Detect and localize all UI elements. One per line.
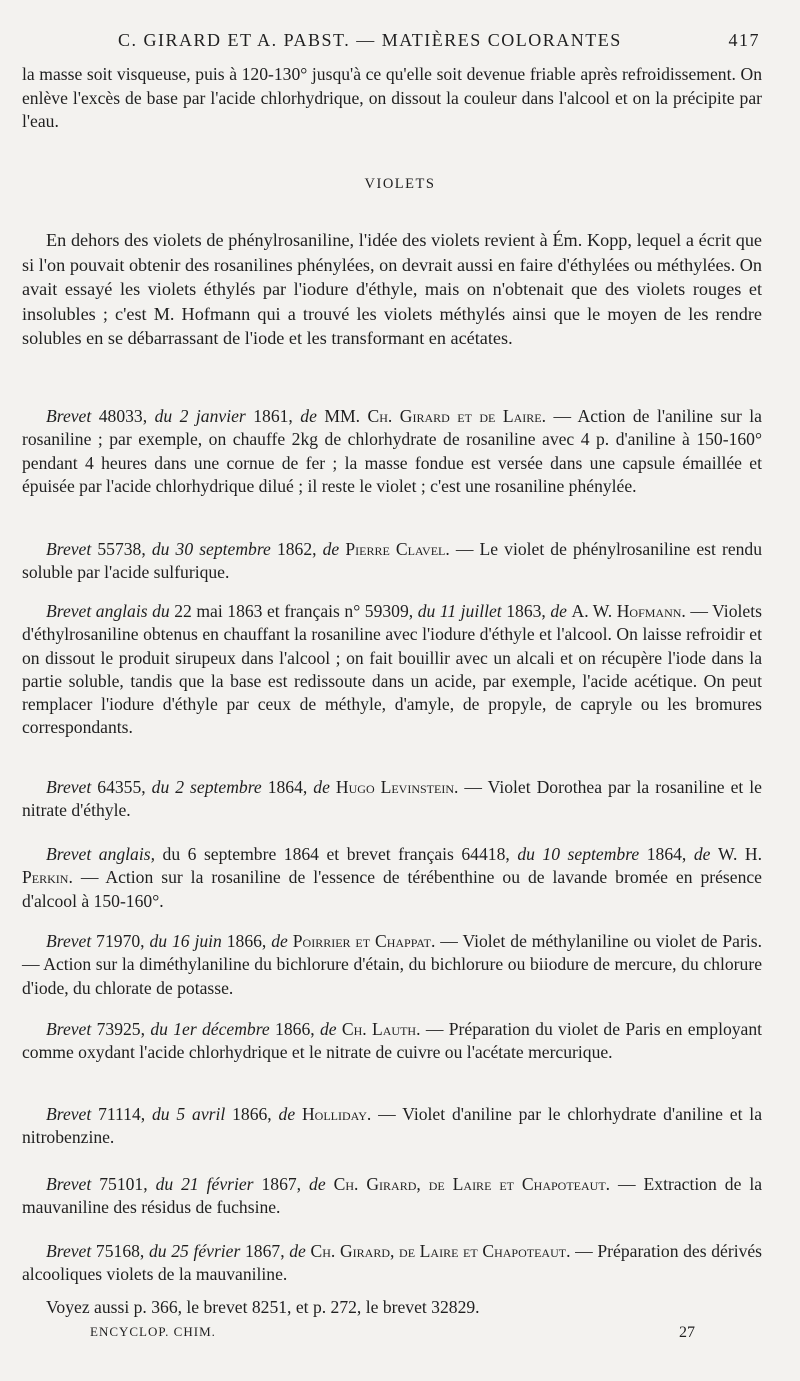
patent-year: 1861, — [253, 406, 293, 426]
patent-label: Brevet — [46, 777, 92, 797]
patent-holders: W. H. Perkin. — [22, 844, 763, 888]
closing-line: Voyez aussi p. 366, le brevet 8251, et p. 272, le brevet 32829. — [46, 1297, 480, 1317]
patent-de: de — [278, 1104, 296, 1124]
patent-description: — Préparation des dérivés alcooliques violets de la mauvaniline. — [22, 1241, 763, 1285]
patent-year: 1866, — [275, 1019, 315, 1039]
patent-date: du 5 avril — [152, 1104, 226, 1124]
patent-number: du 6 septembre 1864 et brevet français 64418, — [162, 844, 510, 864]
patent-date: du 16 juin — [149, 931, 222, 951]
patent-holders: MM. Ch. Girard et de Laire. — [324, 406, 546, 426]
patent-de: de — [313, 777, 330, 797]
patent-date: du 11 juillet — [417, 601, 502, 621]
patent-year: 1867, — [261, 1174, 302, 1194]
patent-label: Brevet — [46, 931, 92, 951]
patent-label: Brevet — [46, 1241, 92, 1261]
patent-number: 64355, — [97, 777, 146, 797]
patent-description: — Extraction de la mauvaniline des résidus de fuchsine. — [22, 1174, 763, 1218]
footer-signature: ENCYCLOP. CHIM. — [90, 1324, 216, 1339]
patent-year: 1864, — [267, 777, 308, 797]
patent-date: du 21 février — [155, 1174, 254, 1194]
patent-date: du 30 septembre — [151, 539, 271, 559]
patent-label: Brevet anglais du — [46, 601, 170, 621]
patent-number: 73925, — [96, 1019, 145, 1039]
patent-entry — [22, 843, 762, 913]
patent-holders: Holliday. — [301, 1104, 372, 1124]
patent-de: de — [289, 1241, 306, 1261]
patent-entry — [22, 776, 762, 823]
patent-entry — [22, 930, 762, 1000]
patent-year: 1864, — [646, 844, 687, 864]
patent-year: 1866, — [232, 1104, 272, 1124]
patent-date: du 2 septembre — [151, 777, 262, 797]
patent-entry — [22, 1103, 762, 1150]
patent-de: de — [271, 931, 288, 951]
patent-de: de — [322, 539, 340, 559]
patent-year: 1863, — [506, 601, 546, 621]
section-paragraph: En dehors des violets de phénylrosaniline, l'idée des violets revient à Ém. Kopp, lequel a écrit que si l'on pouvait obtenir des rosanilines phénylées, on devrait aussi en faire d'éthylées ou méthylées. On avait essayé les violets éthylés par l'iodure d'éthyle, mais on n'obtenait que des violets rouges et insolubles ; c'est M. Hofmann qui a trouvé les violets méthylés ainsi que le moyen de les rendre solubles en se débarrassant de l'iode et les transformant en acétates. — [22, 230, 762, 349]
patent-description: — Action de l'aniline sur la rosaniline ; par exemple, on chauffe 2kg de chlorhydrate de rosaniline avec 4 p. d'aniline à 150-160° pendant 4 heures dans une cornue de fer ; la masse fondue est versée dans une capsule émaillée et épuisée par l'acide chlorhydrique dilué ; il reste le violet ; c'est une rosaniline phénylée. — [22, 406, 762, 496]
patent-number: 75101, — [99, 1174, 148, 1194]
patent-date: du 25 février — [148, 1241, 241, 1261]
patent-label: Brevet — [46, 539, 92, 559]
patent-date: du 2 janvier — [154, 406, 246, 426]
patent-number: 48033, — [98, 406, 148, 426]
patent-de: de — [693, 844, 711, 864]
patent-number: 71970, — [96, 931, 145, 951]
patent-de: de — [300, 406, 317, 426]
patent-holders: Poirrier et Chappat. — [292, 931, 436, 951]
patent-entry — [22, 1240, 762, 1287]
footer-sheet-number: 27 — [679, 1324, 695, 1341]
intro-paragraph: la masse soit visqueuse, puis à 120-130° jusqu'à ce qu'elle soit devenue friable après refroidissement. On enlève l'excès de base par l'acide chlorhydrique, on dissout la couleur dans l'alcool et on la précipite par l'eau. — [22, 64, 762, 131]
patent-number: 71114, — [98, 1104, 146, 1124]
page-number: 417 — [728, 30, 760, 50]
patent-entry — [22, 1018, 762, 1065]
patent-holders: Ch. Girard, de Laire et Chapoteaut. — [333, 1174, 611, 1194]
patent-year: 1862, — [276, 539, 317, 559]
patent-label: Brevet anglais, — [46, 844, 155, 864]
patent-number: 22 mai 1863 et français n° 59309, — [174, 601, 414, 621]
patent-description: — Action sur la rosaniline de l'essence de térébenthine ou de lavande bromée en présence d'alcool à 150-160°. — [22, 867, 762, 911]
patent-entry — [22, 1173, 762, 1220]
patent-de: de — [309, 1174, 326, 1194]
patent-label: Brevet — [46, 1104, 92, 1124]
patent-holders: Ch. Lauth. — [341, 1019, 421, 1039]
patent-entry — [22, 405, 762, 498]
patent-year: 1867, — [245, 1241, 285, 1261]
patent-de: de — [319, 1019, 337, 1039]
running-title: C. GIRARD ET A. PABST. — MATIÈRES COLORANTES — [118, 30, 622, 50]
patent-holders: A. W. Hofmann. — [571, 601, 686, 621]
patent-holders: Hugo Levinstein. — [335, 777, 459, 797]
patent-entry — [22, 538, 762, 585]
patent-number: 55738, — [97, 539, 146, 559]
patent-year: 1866, — [226, 931, 267, 951]
patent-label: Brevet — [46, 1019, 92, 1039]
patent-description: — Violet de méthylaniline ou violet de Paris. — Action sur la diméthylaniline du bichlorure d'étain, du bichlorure ou biiodure de mercure, du chlorure d'iode, du chlorate de potasse. — [22, 931, 762, 998]
patent-description: — Le violet de phénylrosaniline est rendu soluble par l'acide sulfurique. — [22, 539, 763, 583]
patent-date: du 1er décembre — [150, 1019, 270, 1039]
patent-label: Brevet — [46, 1174, 92, 1194]
patent-entry — [22, 600, 762, 740]
patent-holders: Ch. Girard, de Laire et Chapoteaut. — [310, 1241, 571, 1261]
running-header — [22, 30, 760, 54]
section-title: VIOLETS — [364, 176, 436, 192]
patent-number: 75168, — [95, 1241, 145, 1261]
patent-description: — Violets d'éthylrosaniline obtenus en chauffant la rosaniline avec l'iodure d'éthyle et l'alcool. On laisse refroidir et on dissout le produit sirupeux dans l'alcool ; on fait bouillir avec un alcali et on récupère l'iode dans la partie soluble, tandis que la base est redissoute dans un acide, par exemple, l'acide acétique. On peut remplacer l'iodure d'éthyle par ceux de méthyle, d'amyle, de propyle, de capryle ou les bromures correspondants. — [22, 601, 762, 738]
patent-label: Brevet — [46, 406, 92, 426]
patent-description: — Violet Dorothea par la rosaniline et le nitrate d'éthyle. — [22, 777, 762, 821]
patent-holders: Pierre Clavel. — [345, 539, 450, 559]
patent-de: de — [550, 601, 567, 621]
patent-description: — Violet d'aniline par le chlorhydrate d'aniline et la nitrobenzine. — [22, 1104, 763, 1148]
patent-date: du 10 septembre — [517, 844, 640, 864]
patent-description: — Préparation du violet de Paris en employant comme oxydant l'acide chlorhydrique et le nitrate de cuivre ou l'acétate mercurique. — [22, 1019, 763, 1063]
